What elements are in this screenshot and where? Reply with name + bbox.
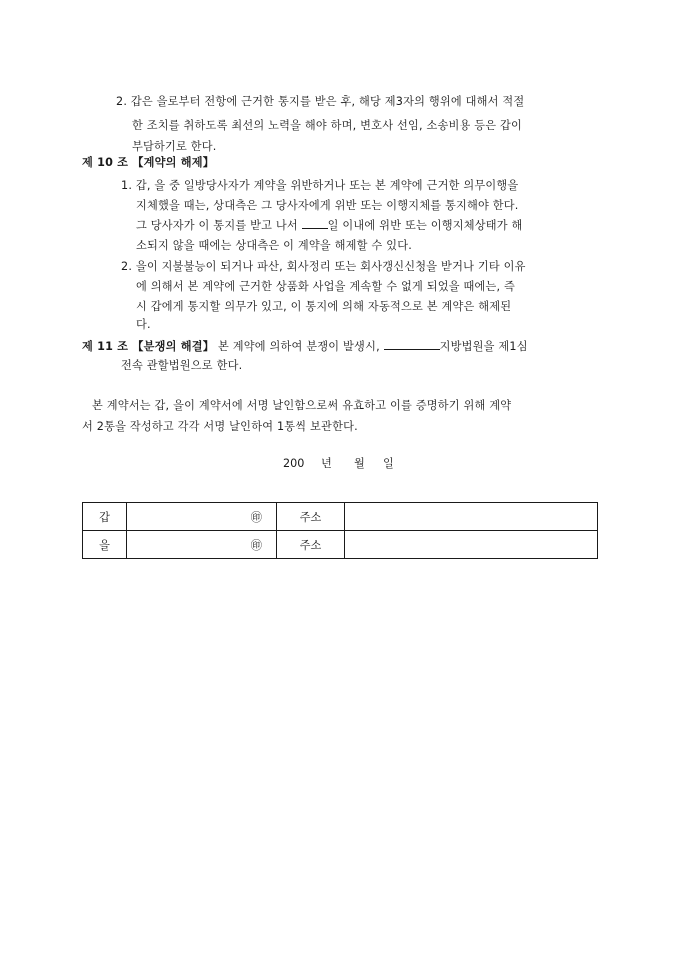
party-cell: 갑 [83,503,127,531]
date-year-unit: 년 [321,457,332,470]
signature-row-gap [83,503,598,531]
days-blank[interactable] [302,217,328,229]
address-label: 주소 [277,531,345,559]
address-field[interactable] [345,503,598,531]
art10-heading: 제 10 조 【계약의 해제】 [82,156,215,169]
signature-table [82,502,598,559]
art10-item1-line2: 지체했을 때는, 상대측은 그 당사자에게 위반 또는 이행지체를 통지해야 한다. [136,199,519,212]
seal-mark: ㊞ [250,538,262,552]
art10-item2-line4: 다. [136,318,151,331]
closing-line1: 본 계약서는 갑, 을이 계약서에 서명 날인함으로써 유효하고 이를 증명하기 위해 계약 [92,399,512,412]
art10-item2-line3: 시 갑에게 통지할 의무가 있고, 이 통지에 의해 자동적으로 본 계약은 해제된 [136,300,512,313]
name-seal-cell[interactable] [127,503,277,531]
address-label: 주소 [277,503,345,531]
address-field[interactable] [345,531,598,559]
art10-item2-line1: 2. 을이 지불불능이 되거나 파산, 회사정리 또는 회사갱신신청을 받거나 기타 이유 [121,260,526,273]
party-cell: 을 [83,531,127,559]
date-day-unit: 일 [383,457,394,470]
art10-item1-line1: 1. 갑, 을 중 일방당사자가 계약을 위반하거나 또는 본 계약에 근거한 의무이행을 [121,179,519,192]
date-month-unit: 월 [354,457,365,470]
art10-item1-line3-post: 일 이내에 위반 또는 이행지체상태가 해 [327,219,523,232]
art11-line1-post: 지방법원을 제1심 [439,340,528,353]
seal-mark: ㊞ [250,510,262,524]
art9-item2-line3: 부담하기로 한다. [132,140,217,153]
art10-item1-line3 [136,216,523,236]
art11-line1 [82,337,528,357]
date-year: 200 [283,457,305,470]
name-seal-cell[interactable] [127,531,277,559]
art11-line1-mid: 본 계약에 의하여 분쟁이 발생시, [217,340,380,353]
court-blank[interactable] [384,338,440,350]
art10-item2-line2: 에 의해서 본 계약에 근거한 상품화 사업을 계속할 수 없게 되었을 때에는, 즉 [136,280,516,293]
art10-item1-line3-pre: 그 당사자가 이 통지를 받고 나서 [136,219,298,232]
art11-line2: 전속 관할법원으로 한다. [121,359,243,372]
art9-item2-line1: 2. 갑은 을로부터 전항에 근거한 통지를 받은 후, 해당 제3자의 행위에 대해서 적절 [116,95,525,108]
art11-heading: 제 11 조 【분쟁의 해결】 [82,340,215,353]
closing-line2: 서 2통을 작성하고 각각 서명 날인하여 1통씩 보관한다. [82,420,358,433]
art10-item1-line4: 소되지 않을 때에는 상대측은 이 계약을 해제할 수 있다. [136,239,412,252]
signature-row-eul [83,531,598,559]
art9-item2-line2: 한 조치를 취하도록 최선의 노력을 해야 하며, 변호사 선임, 소송비용 등은 갑이 [132,119,523,132]
